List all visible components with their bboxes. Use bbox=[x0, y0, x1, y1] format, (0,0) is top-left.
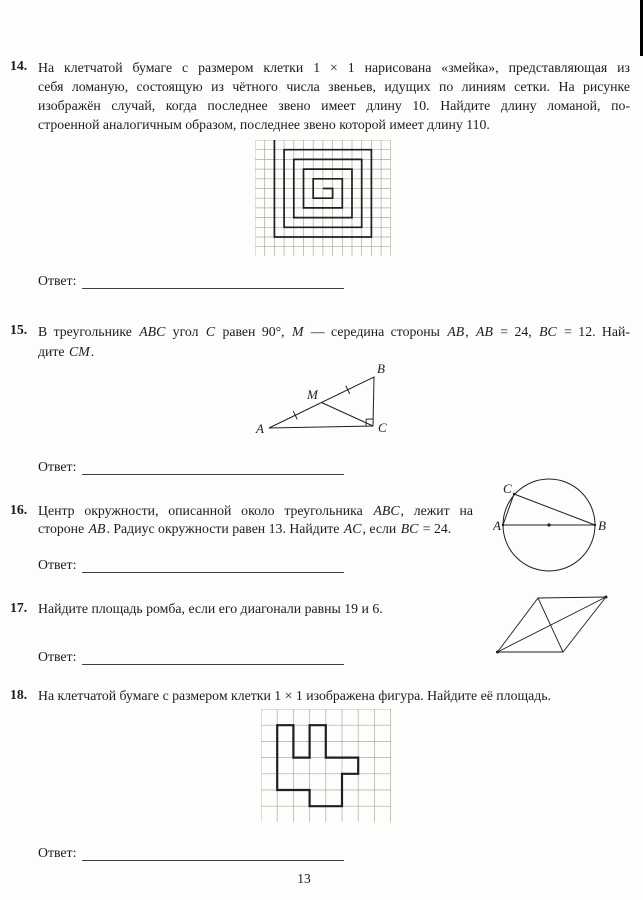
grid-shape-figure bbox=[261, 709, 391, 822]
center-dot bbox=[547, 523, 550, 526]
text-line: На клетчатой бумаге с размером клетки 1 × 1 нарисована «змейка», представляющая из bbox=[38, 60, 630, 75]
text-line: Найдите площадь ромба, если его диагонали равны 19 и 6. bbox=[38, 601, 383, 616]
answer-label-18: Ответ: bbox=[38, 845, 77, 860]
text-line: дите CM. bbox=[38, 343, 95, 359]
circle-figure bbox=[493, 478, 608, 574]
text-line: стороне AB. Радиус окружности равен 13. Найдите AC, если BC = 24. bbox=[38, 521, 452, 536]
diagonal-1 bbox=[498, 597, 607, 652]
vertex-label: B bbox=[598, 518, 606, 533]
median-cm bbox=[322, 403, 374, 427]
chord-ca bbox=[503, 494, 514, 525]
vertex-label: C bbox=[503, 481, 512, 496]
answer-row-16 bbox=[38, 556, 344, 573]
text-line: строенной аналогичным образом, последнее звено которой имеет длину 110. bbox=[38, 117, 490, 132]
answer-label-16: Ответ: bbox=[38, 557, 77, 572]
answer-row-15 bbox=[38, 458, 344, 475]
answer-label-15: Ответ: bbox=[38, 459, 77, 474]
chord-cb bbox=[514, 494, 595, 525]
problem-text-18 bbox=[38, 687, 630, 704]
shape-outline bbox=[277, 725, 358, 806]
diagonal-2 bbox=[538, 598, 563, 652]
vertex-label: M bbox=[307, 387, 318, 402]
vertex-label: A bbox=[256, 421, 264, 436]
equal-tick-mark bbox=[293, 411, 297, 419]
vertex-dot bbox=[502, 524, 504, 526]
answer-blank-15 bbox=[82, 458, 344, 475]
answer-label-14: Ответ: bbox=[38, 273, 77, 288]
problem-text-14 bbox=[38, 58, 630, 134]
vertex-label: A bbox=[493, 518, 501, 533]
text-line: На клетчатой бумаге с размером клетки 1 × 1 изображена фигура. Найдите её площадь. bbox=[38, 688, 551, 703]
vertex-dot bbox=[496, 651, 499, 654]
page-number: 13 bbox=[297, 871, 311, 886]
text-line: изображён случай, когда последнее звено имеет длину 10. Найдите длину ломаной, по- bbox=[38, 98, 630, 113]
problem-number-15: 15. bbox=[10, 322, 28, 337]
triangle-figure bbox=[228, 353, 413, 439]
problem-number-14: 14. bbox=[10, 58, 28, 73]
answer-label-17: Ответ: bbox=[38, 649, 77, 664]
vertex-dot bbox=[513, 493, 515, 495]
problem-number-16: 16. bbox=[10, 502, 28, 517]
text-line: себя ломаную, состоящую из чётного числа звеньев, идущих по линиям сетки. На рисунке bbox=[38, 79, 630, 94]
answer-blank-16 bbox=[82, 556, 344, 573]
snake-grid-figure bbox=[255, 140, 391, 256]
vertex-dot bbox=[594, 524, 596, 526]
vertex-dot bbox=[605, 596, 608, 599]
answer-blank-17 bbox=[82, 648, 344, 665]
text-line: В треугольнике ABC угол C равен 90°, M — середина стороны AB, AB = 24, BC = 12. Най- bbox=[38, 324, 630, 339]
vertex-label: C bbox=[378, 420, 387, 435]
problem-number-17: 17. bbox=[10, 600, 28, 615]
text-line: Центр окружности, описанной около треугольника ABC, лежит на bbox=[38, 503, 473, 518]
answer-blank-14 bbox=[82, 272, 344, 289]
rhombus-figure bbox=[492, 590, 612, 658]
answer-row-18 bbox=[38, 844, 344, 861]
answer-row-14 bbox=[38, 272, 344, 289]
answer-row-17 bbox=[38, 648, 344, 665]
problem-text-17 bbox=[38, 600, 458, 617]
problem-text-16 bbox=[38, 502, 473, 538]
vertex-label: B bbox=[377, 361, 385, 376]
equal-tick-mark bbox=[346, 386, 350, 394]
answer-blank-18 bbox=[82, 844, 344, 861]
problem-number-18: 18. bbox=[10, 687, 28, 702]
